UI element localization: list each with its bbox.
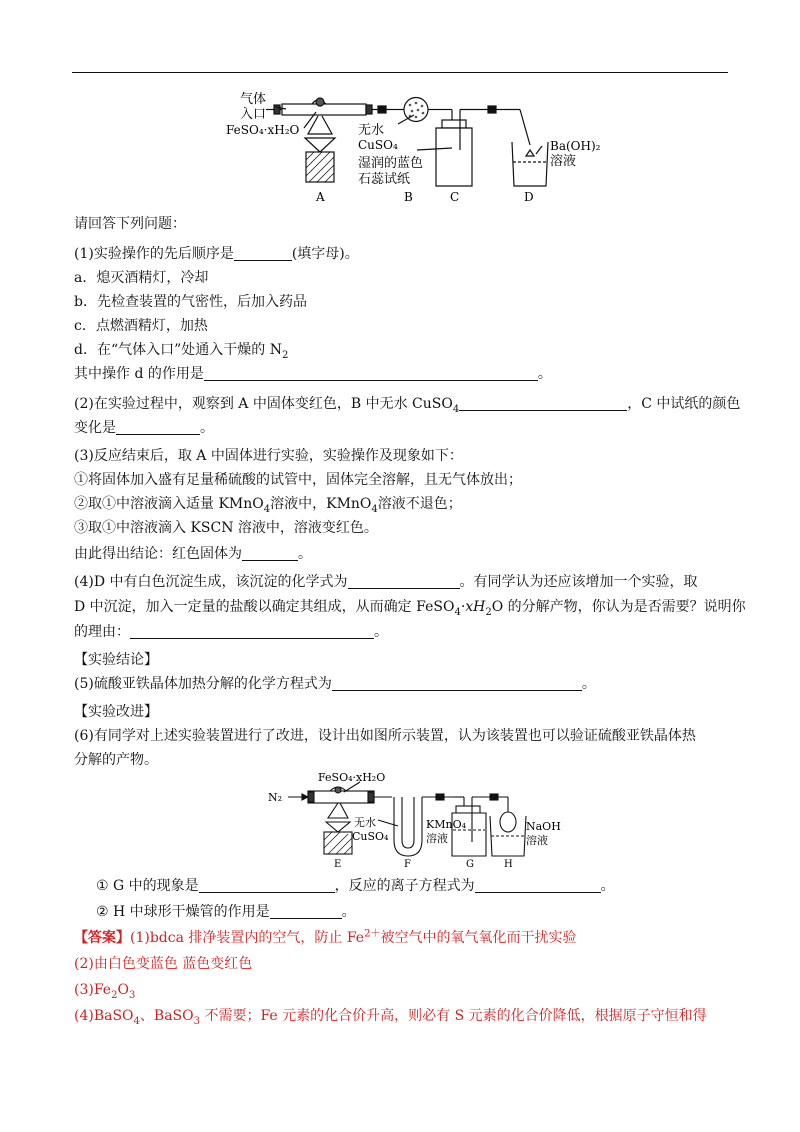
label-H: H [504, 859, 513, 870]
label-G: G [466, 859, 474, 870]
label-fig2-anhydrous-2: CuSO₄ [352, 830, 389, 843]
label-B: B [404, 190, 413, 204]
section-improvement: 【实验改进】 [74, 704, 158, 720]
question-3-conclusion: 由此得出结论：红色固体为 。 [74, 546, 312, 562]
label-baoh2-1: Ba(OH)₂ [550, 139, 601, 153]
prompt-text: 请回答下列问题： [74, 216, 186, 232]
header-rule [72, 72, 728, 73]
question-3-step3: ③取①中溶液滴入 KSCN 溶液中，溶液变红色。 [74, 520, 378, 536]
blank-5-equation[interactable] [332, 675, 582, 691]
option-b: b．先检查装置的气密性，后加入药品 [74, 294, 307, 310]
question-2-line2: 变化是 。 [74, 420, 214, 436]
blank-4-precipitate[interactable] [348, 573, 460, 589]
question-6-2: ② H 中球形干燥管的作用是 。 [96, 904, 356, 920]
label-baoh2-2: 溶液 [550, 154, 577, 169]
blank-4-reason[interactable] [130, 623, 374, 639]
question-1-d: 其中操作 d 的作用是 。 [74, 366, 552, 382]
answer-tag: 【答案】 [74, 930, 130, 946]
label-fig2-anhydrous-1: 无水 [354, 816, 376, 829]
blank-1-order[interactable] [234, 245, 292, 261]
option-a: a．熄灭酒精灯，冷却 [74, 270, 209, 286]
question-1: (1)实验操作的先后顺序是 (填字母)。 [74, 246, 359, 262]
label-naoh-1: NaOH [526, 820, 561, 833]
label-anhydrous-2: CuSO₄ [358, 138, 398, 152]
blank-2-cuso4[interactable] [459, 395, 627, 411]
question-5: (5)硫酸亚铁晶体加热分解的化学方程式为 。 [74, 676, 596, 692]
label-D: D [524, 190, 534, 204]
question-4-line3: 的理由： 。 [74, 624, 388, 640]
apparatus-figure-2 [258, 770, 568, 870]
label-F: F [404, 859, 411, 870]
question-3-step2: ②取①中溶液滴入适量 KMnO$_4$溶液中，KMnO$_4$溶液不退色； [74, 496, 462, 515]
label-kmno4-2: 溶液 [426, 832, 448, 845]
label-fig2-feso4: FeSO₄·xH₂O [318, 771, 386, 784]
section-conclusion: 【实验结论】 [74, 652, 158, 668]
label-naoh-2: 溶液 [526, 834, 548, 847]
label-feso4: FeSO₄·xH₂O [226, 123, 300, 137]
answer-1: 【答案】(1)bdca 排净装置内的空气，防止 $Fe^{2+}$被空气中的氧气氧化而干扰实验 [74, 928, 577, 946]
label-gas-inlet-2: 入口 [240, 107, 267, 122]
label-C: C [450, 190, 460, 204]
label-anhydrous-1: 无水 [358, 123, 385, 138]
blank-6-ion-equation[interactable] [475, 877, 601, 893]
blank-6-g-phenomenon[interactable] [199, 877, 335, 893]
question-6-1: ① G 中的现象是 ，反应的离子方程式为 。 [96, 878, 615, 894]
question-6-line2: 分解的产物。 [74, 752, 158, 768]
label-gas-inlet-1: 气体 [240, 92, 267, 107]
question-4-line2: D 中沉淀，加入一定量的盐酸以确定其组成，从而确定 $FeSO_4\cdot xH_2O$ 的分解产物，你认为是否需要？说明你 [74, 599, 746, 618]
blank-3-solid[interactable] [242, 545, 298, 561]
label-E: E [334, 859, 342, 870]
option-c: c．点燃酒精灯，加热 [74, 318, 208, 334]
blank-2-paper[interactable] [116, 419, 200, 435]
answer-4: (4)BaSO$_4$、BaSO$_3$ 不需要；Fe 元素的化合价升高，则必有 S 元素的化合价降低，根据原子守恒和得 [74, 1008, 707, 1027]
blank-1-d-purpose[interactable] [204, 365, 538, 381]
question-4: (4)D 中有白色沉淀生成，该沉淀的化学式为 。有同学认为还应该增加一个实验，取 [74, 574, 698, 590]
question-6: (6)有同学对上述实验装置进行了改进，设计出如图所示装置，认为该装置也可以验证硫酸亚铁晶体热 [74, 728, 696, 744]
label-n2: N₂ [268, 791, 283, 804]
question-3-step1: ①将固体加入盛有足量稀硫酸的试管中，固体完全溶解，且无气体放出； [74, 472, 522, 488]
label-litmus-1: 湿润的蓝色 [358, 156, 424, 171]
label-litmus-2: 石蕊试纸 [358, 172, 411, 187]
blank-6-h-purpose[interactable] [270, 903, 342, 919]
answer-3: $(3)Fe_2O_3$ [74, 982, 136, 1001]
label-kmno4-1: KMnO₄ [426, 818, 466, 831]
question-2: (2)在实验过程中，观察到 A 中固体变红色，B 中无水 CuSO$_4$ ，C 中试纸的颜色 [74, 396, 741, 415]
label-A: A [316, 190, 325, 204]
question-3: (3)反应结束后，取 A 中固体进行实验，实验操作及现象如下： [74, 448, 463, 464]
answer-2: (2)由白色变蓝色 蓝色变红色 [74, 956, 253, 972]
apparatus-figure-1 [220, 90, 610, 205]
option-d: d．在“气体入口”处通入干燥的 $N_2$ [74, 342, 289, 361]
